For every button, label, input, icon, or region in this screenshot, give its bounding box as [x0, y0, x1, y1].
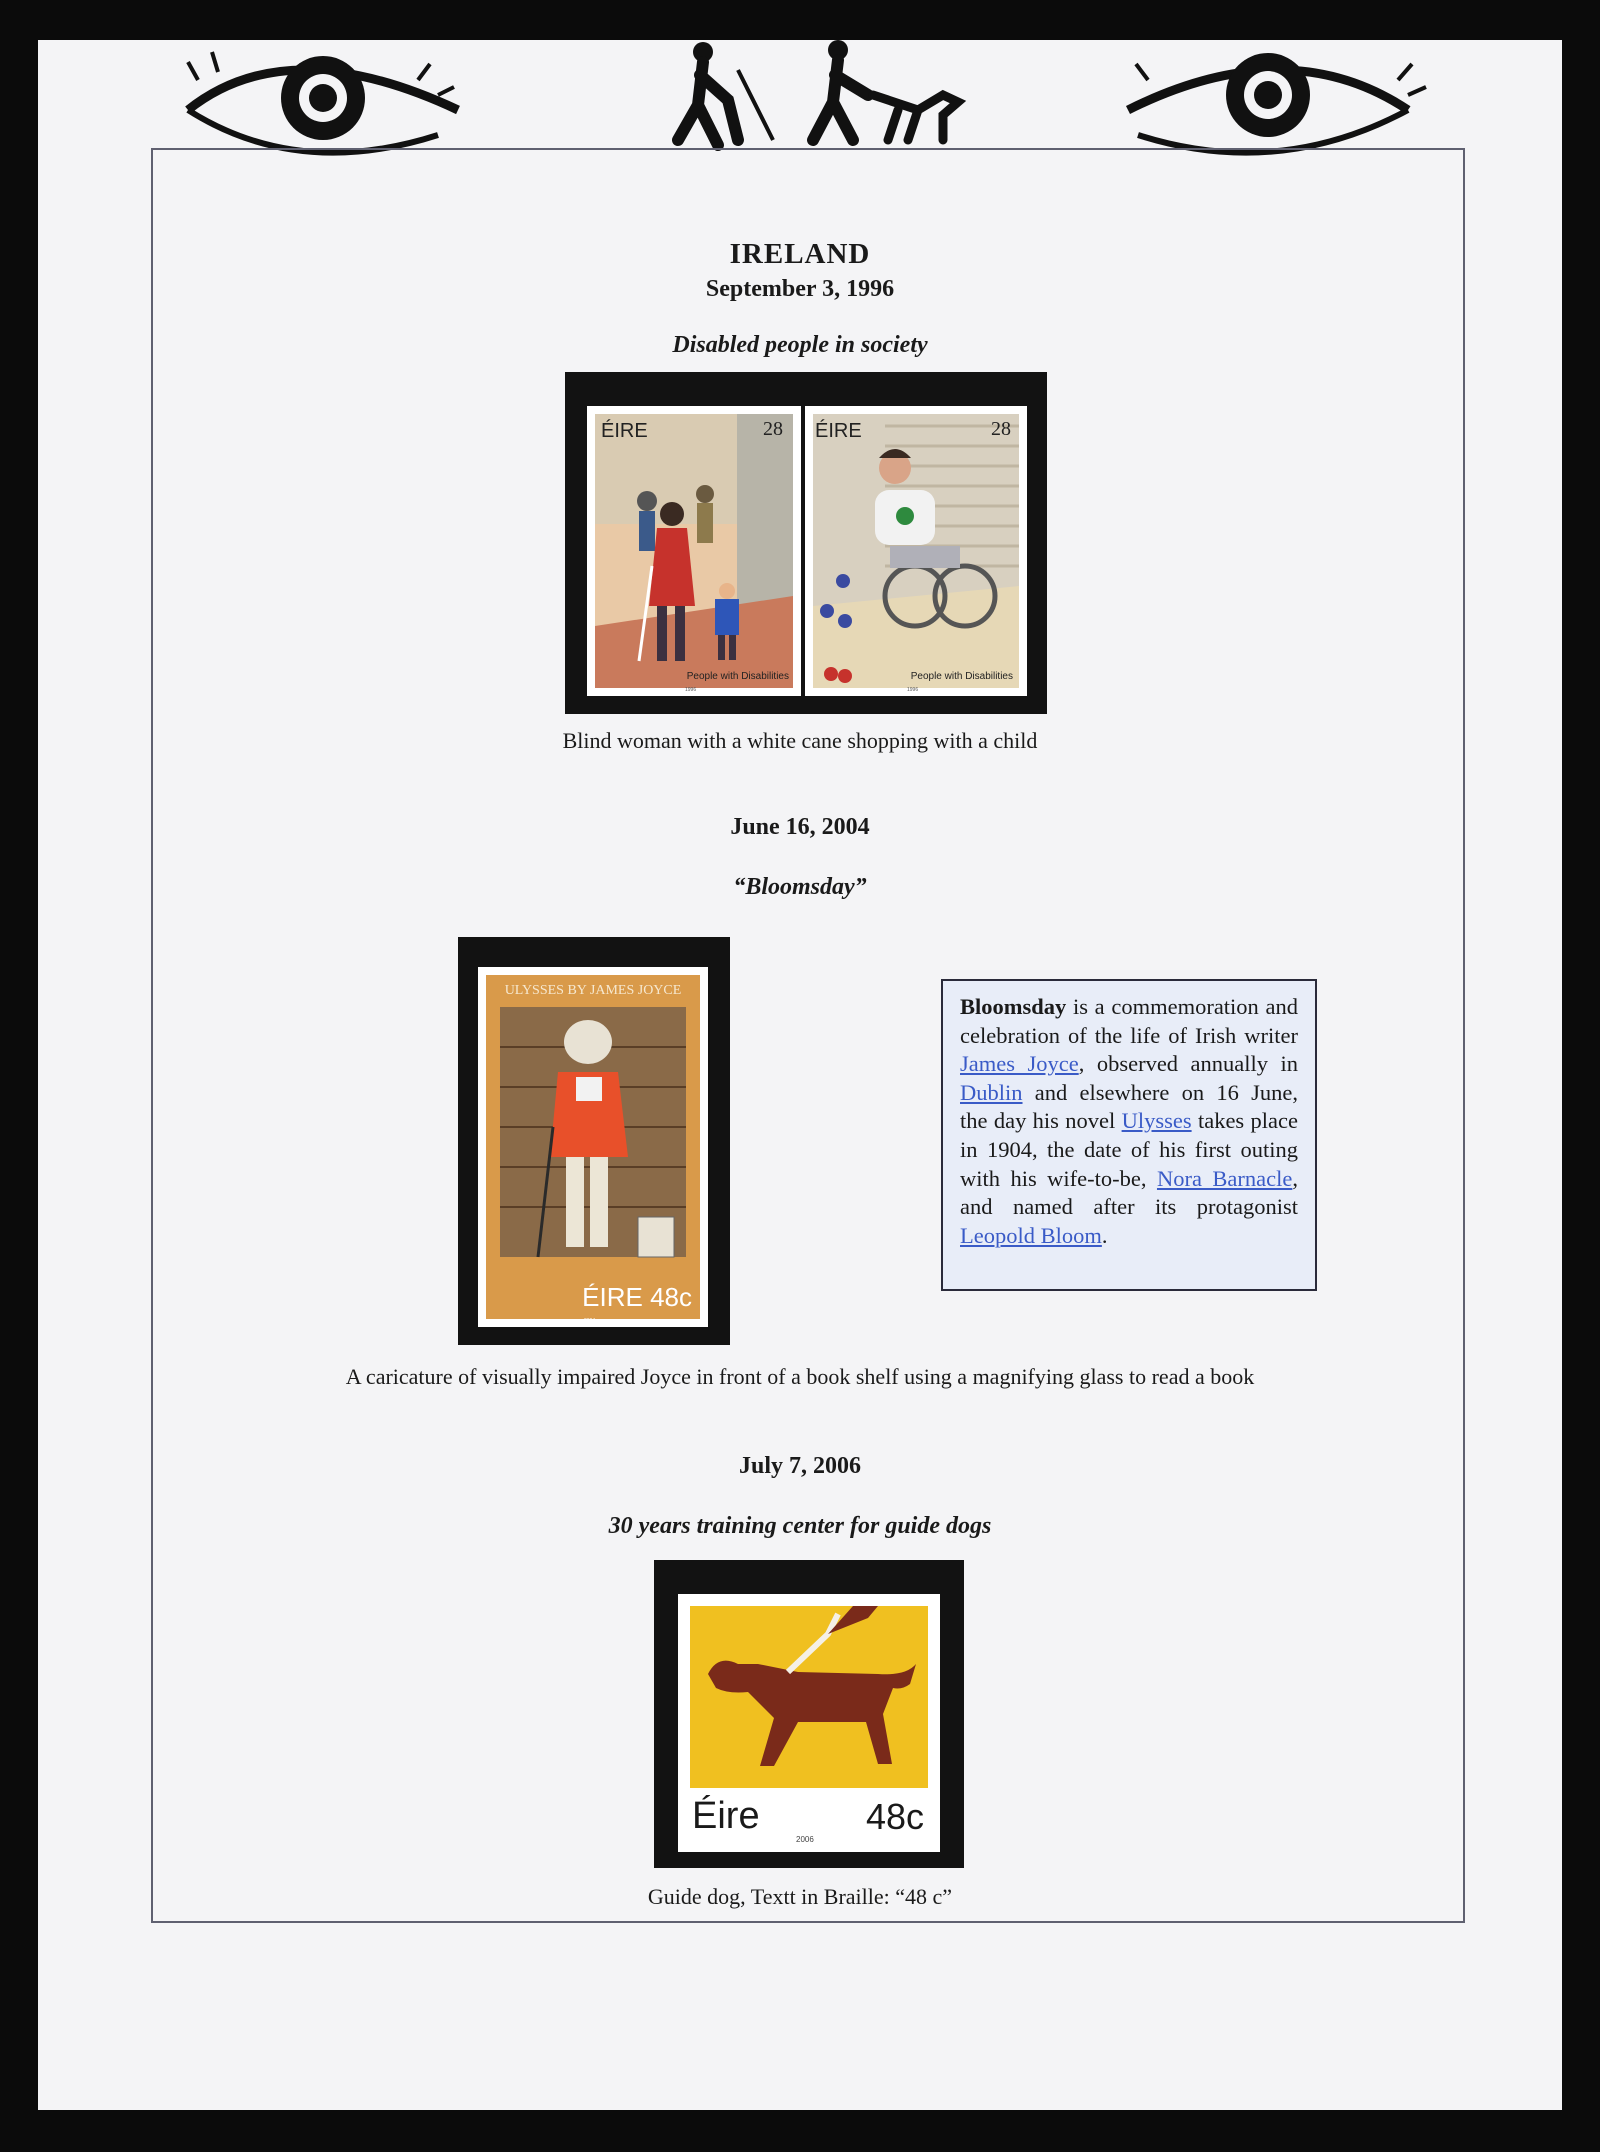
stamp-country-label: ÉIRE	[815, 420, 862, 442]
stamp-pair-1996	[565, 372, 1047, 714]
link-leopold-bloom[interactable]: Leopold Bloom	[960, 1222, 1102, 1248]
info-text: is a commemoration and celebration of the life of Irish writer	[960, 994, 1298, 1048]
issue-subject-2004: “Bloomsday”	[733, 874, 867, 900]
stamp-year: 1996	[685, 687, 697, 693]
stamp-value-label: 28	[991, 418, 1011, 440]
stamp-year: 2006	[796, 1835, 814, 1844]
stamp-year: 1996	[907, 687, 919, 693]
joyce-illustration	[478, 967, 708, 1327]
album-page	[38, 40, 1562, 2110]
info-text: takes place in 1904, the date of his first outing with his wife-to-be,	[960, 1108, 1298, 1191]
caption-2006: Guide dog, Textt in Braille: “48 c”	[647, 1884, 953, 1909]
stamp-inscription: People with Disabilities	[686, 671, 789, 682]
stamp-joyce	[478, 967, 708, 1327]
issue-subject-2006: 30 years training center for guide dogs	[608, 1513, 992, 1539]
country-heading: IRELAND	[729, 238, 871, 270]
stamp-country-label: Éire	[692, 1795, 760, 1837]
issue-date-2006: July 7, 2006	[738, 1453, 861, 1479]
right-eye-icon	[1128, 53, 1426, 153]
issue-subject-1996: Disabled people in society	[672, 332, 928, 358]
link-james-joyce[interactable]: James Joyce	[960, 1051, 1079, 1077]
info-term: Bloomsday	[960, 994, 1067, 1019]
stamp-country-label: ÉIRE	[601, 420, 648, 442]
stamp-inscription: People with Disabilities	[910, 671, 1013, 682]
info-text: , observed annually in	[1078, 1051, 1299, 1077]
stamp-bloomsday-2004	[458, 937, 730, 1345]
stamp-country-value: ÉIRE 48c	[582, 1282, 692, 1312]
person-with-guide-dog-icon	[813, 40, 958, 140]
stamp-year: 2004	[584, 1318, 596, 1324]
link-ulysses[interactable]: Ulysses	[1121, 1108, 1192, 1134]
link-nora-barnacle[interactable]: Nora Barnacle	[1156, 1165, 1293, 1191]
stamp-blind-woman	[587, 406, 801, 696]
caption-2004: A caricature of visually impaired Joyce in front of a book shelf using a magnifying glass to read a book	[345, 1364, 1255, 1389]
info-text: .	[1101, 1222, 1108, 1248]
caption-1996: Blind woman with a white cane shopping with a child	[562, 728, 1038, 753]
person-with-cane-icon	[678, 42, 773, 145]
left-eye-icon	[188, 52, 458, 153]
stamp-wheelchair-bowls	[805, 406, 1027, 696]
blind-woman-illustration	[587, 406, 801, 696]
info-text: and elsewhere on 16 June, the day his novel	[960, 1079, 1298, 1134]
stamp-guide-dog-2006	[654, 1560, 964, 1868]
stamp-value-label: 28	[763, 418, 783, 440]
stamp-value-label: 48c	[865, 1796, 924, 1837]
stamp-title: ULYSSES BY JAMES JOYCE	[504, 983, 682, 998]
bloomsday-info-box	[941, 979, 1317, 1291]
issue-date-1996: September 3, 1996	[705, 276, 895, 302]
link-dublin[interactable]: Dublin	[960, 1079, 1023, 1105]
header-illustration	[38, 40, 1562, 160]
wheelchair-bowls-illustration	[805, 406, 1027, 696]
stamp-guide-dog	[678, 1594, 940, 1852]
info-text: , and named after its protagonist	[960, 1165, 1298, 1220]
issue-date-2004: June 16, 2004	[730, 814, 870, 840]
